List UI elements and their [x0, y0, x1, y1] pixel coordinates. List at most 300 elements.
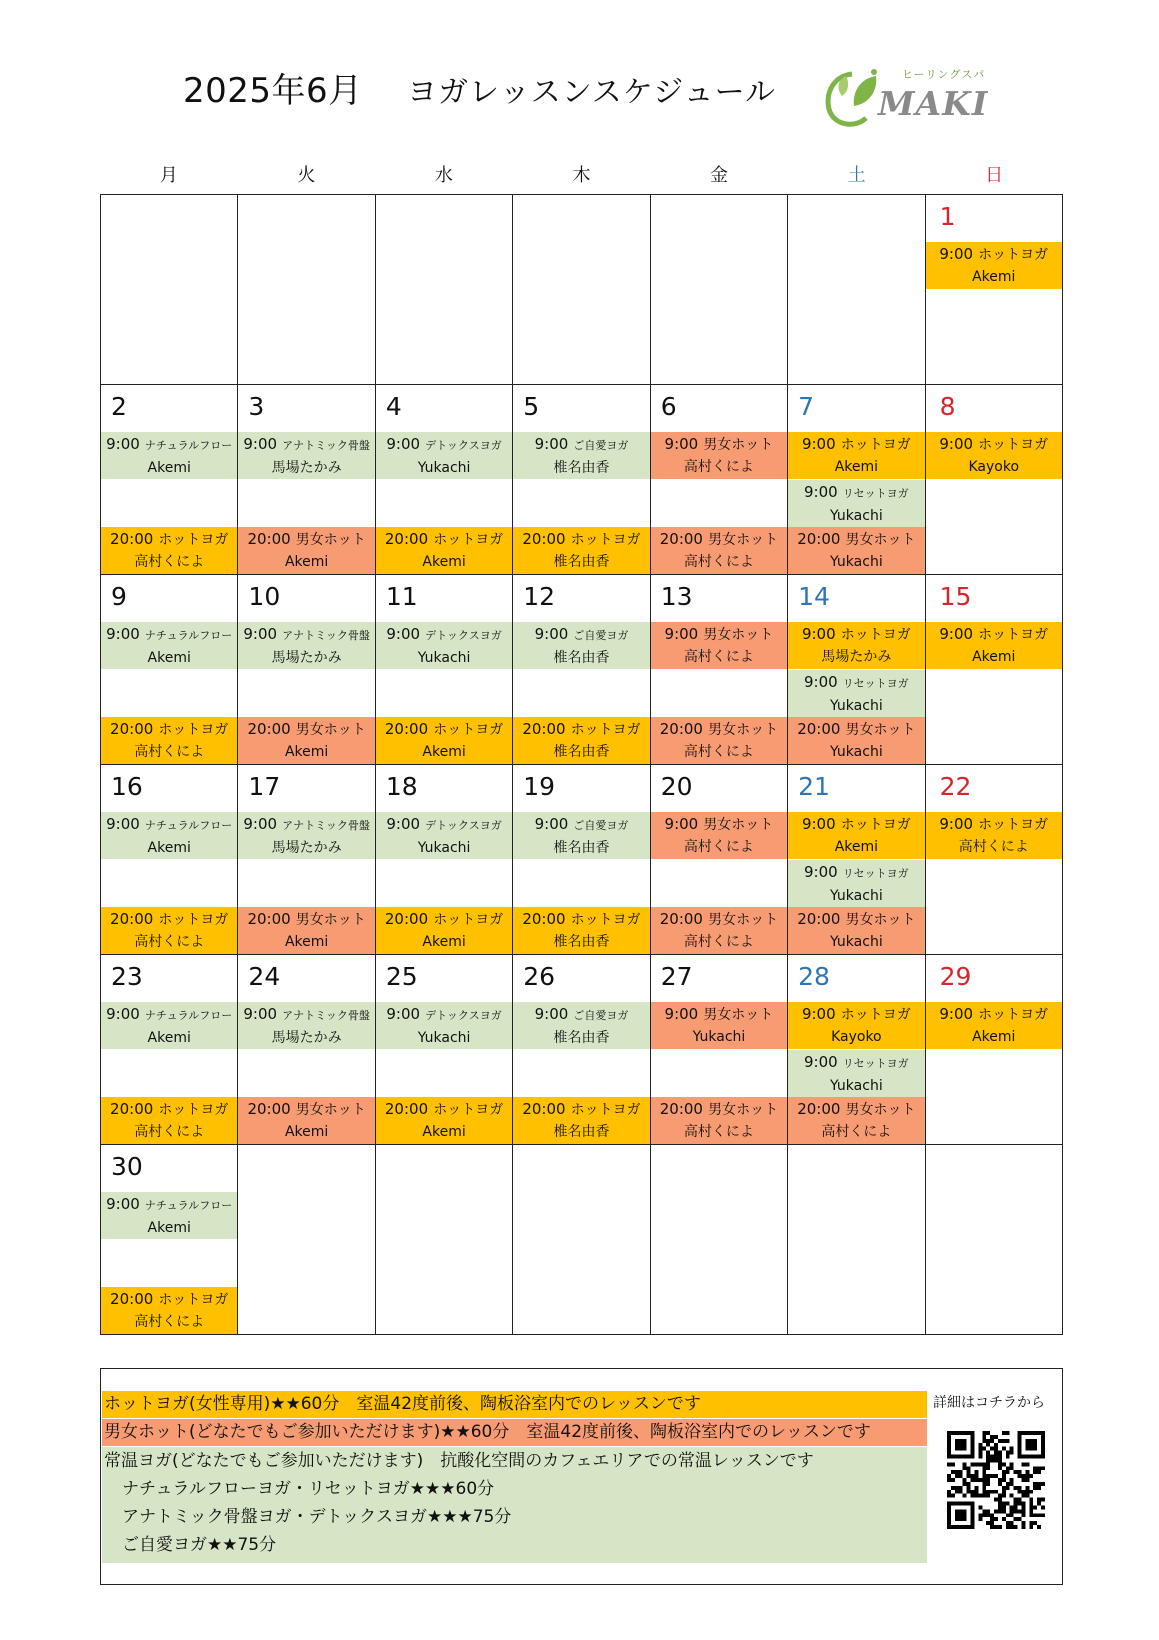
- empty-day-cell: [513, 1145, 650, 1335]
- lesson-header: [788, 1098, 924, 1121]
- lesson-header: [101, 528, 237, 551]
- weekday-sun: 日: [985, 165, 1004, 186]
- lesson-instructor: Akemi: [422, 744, 466, 760]
- lesson-time: 9:00: [243, 625, 278, 643]
- weekday-wed: 水: [434, 165, 453, 186]
- lesson-header: [101, 908, 237, 931]
- day-number: 3: [248, 392, 265, 421]
- lesson-entry: [376, 622, 512, 669]
- day-cell: [926, 195, 1063, 385]
- lesson-header: [101, 433, 237, 457]
- lesson-entry: [788, 907, 924, 954]
- lesson-instructor: Akemi: [284, 1124, 329, 1140]
- lesson-time: 9:00: [939, 625, 974, 643]
- lesson-time: 9:00: [243, 815, 278, 833]
- lesson-instructor: 高村くによ: [134, 1314, 205, 1330]
- lesson-instructor: Akemi: [284, 744, 329, 760]
- lesson-entry: [513, 717, 649, 764]
- lesson-name: ナチュラルフロー: [144, 1009, 233, 1022]
- lesson-name: 男女ホット: [295, 912, 366, 928]
- lesson-name: ホットヨガ: [840, 817, 911, 833]
- lesson-entry: [238, 907, 374, 954]
- lesson-time: 20:00: [247, 1100, 291, 1118]
- lesson-header: [238, 1098, 374, 1121]
- lesson-time: 20:00: [384, 530, 429, 548]
- day-number: 27: [660, 962, 693, 991]
- lesson-header: [376, 1098, 512, 1121]
- lesson-time: 9:00: [106, 1005, 140, 1023]
- empty-day-cell: [376, 1145, 513, 1335]
- lesson-name: 男女ホット: [845, 1102, 916, 1118]
- lesson-entry: [788, 812, 924, 859]
- lesson-name: ホットヨガ: [978, 437, 1049, 453]
- lesson-name: ホットヨガ: [978, 247, 1049, 263]
- lesson-entry: [376, 717, 512, 764]
- lesson-instructor: 高村くによ: [134, 554, 205, 570]
- day-number: 14: [798, 582, 830, 611]
- lesson-instructor: Akemi: [972, 1029, 1016, 1045]
- lesson-name: 男女ホット: [295, 532, 366, 548]
- lesson-header: [376, 908, 512, 931]
- lesson-instructor: 高村くによ: [683, 744, 754, 760]
- lesson-time: 9:00: [106, 625, 140, 643]
- lesson-header: [376, 528, 512, 551]
- lesson-header: [926, 1003, 1062, 1026]
- lesson-instructor: 椎名由香: [553, 650, 610, 666]
- lesson-instructor: 馬場たかみ: [271, 1030, 342, 1046]
- day-cell: [238, 955, 375, 1145]
- lesson-header: [788, 1003, 924, 1026]
- lesson-instructor: Yukachi: [829, 554, 883, 570]
- lesson-name: ホットヨガ: [840, 437, 911, 453]
- lesson-instructor: 高村くによ: [683, 459, 754, 475]
- lesson-time: 20:00: [659, 1100, 703, 1118]
- lesson-instructor: 高村くによ: [683, 839, 754, 855]
- lesson-instructor: Yukachi: [417, 840, 471, 856]
- lesson-entry: [238, 622, 374, 669]
- lesson-header: [376, 433, 512, 457]
- lesson-name: リセットヨガ: [842, 677, 909, 690]
- page-subtitle: ヨガレッスンスケジュール: [407, 75, 776, 110]
- lesson-name: ホットヨガ: [570, 1102, 641, 1118]
- lesson-name: 男女ホット: [708, 1102, 779, 1118]
- lesson-entry: [101, 432, 237, 479]
- lesson-instructor: Yukachi: [417, 1030, 471, 1046]
- day-number: 25: [385, 962, 418, 991]
- lesson-name: ご自愛ヨガ: [573, 1009, 629, 1022]
- empty-day-cell: [513, 195, 650, 385]
- day-cell: [651, 765, 788, 955]
- lesson-header: [651, 528, 787, 551]
- lesson-name: ご自愛ヨガ: [573, 439, 629, 452]
- lesson-entry: [651, 1002, 787, 1049]
- lesson-entry: [101, 1097, 237, 1144]
- page-title: 2025年6月: [183, 71, 363, 111]
- day-cell: [376, 575, 513, 765]
- lesson-header: [376, 718, 512, 741]
- lesson-name: 男女ホット: [295, 1102, 366, 1118]
- lesson-instructor: Yukachi: [692, 1029, 746, 1045]
- lesson-header: [238, 1003, 374, 1027]
- lesson-entry: [788, 480, 924, 527]
- empty-day-cell: [651, 195, 788, 385]
- day-cell: [101, 765, 238, 955]
- day-number: 28: [798, 962, 830, 991]
- lesson-name: ホットヨガ: [570, 912, 641, 928]
- lesson-entry: [101, 717, 237, 764]
- lesson-header: [513, 623, 649, 647]
- lesson-instructor: 高村くによ: [683, 554, 754, 570]
- qr-code-icon[interactable]: [947, 1431, 1045, 1529]
- lesson-time: 9:00: [534, 625, 569, 643]
- lesson-entry: [101, 1287, 237, 1334]
- lesson-time: 9:00: [664, 815, 699, 833]
- lesson-header: [101, 813, 237, 837]
- lesson-entry: [926, 242, 1062, 289]
- day-number: 17: [248, 772, 281, 801]
- day-cell: [238, 385, 375, 575]
- lesson-header: [238, 433, 374, 457]
- lesson-time: 9:00: [534, 1005, 569, 1023]
- lesson-entry: [513, 1097, 649, 1144]
- lesson-name: ホットヨガ: [158, 1292, 229, 1308]
- lesson-name: ホットヨガ: [570, 722, 641, 738]
- lesson-header: [651, 908, 787, 931]
- lesson-time: 9:00: [804, 1053, 838, 1071]
- lesson-entry: [238, 432, 374, 479]
- day-cell: [788, 385, 925, 575]
- lesson-name: デトックスヨガ: [425, 819, 502, 832]
- lesson-instructor: Akemi: [834, 459, 879, 475]
- lesson-instructor: Akemi: [972, 649, 1016, 665]
- lesson-time: 9:00: [939, 815, 974, 833]
- lesson-header: [101, 1193, 237, 1217]
- lesson-entry: [926, 812, 1062, 859]
- lesson-entry: [788, 1050, 924, 1097]
- lesson-entry: [101, 907, 237, 954]
- day-number: 18: [385, 772, 418, 801]
- lesson-time: 9:00: [106, 815, 140, 833]
- lesson-instructor: 高村くによ: [821, 1124, 892, 1140]
- lesson-time: 20:00: [247, 720, 291, 738]
- lesson-instructor: Akemi: [147, 840, 191, 856]
- lesson-time: 20:00: [797, 1100, 841, 1118]
- lesson-entry: [376, 907, 512, 954]
- day-cell: [926, 575, 1063, 765]
- legend-item: ご自愛ヨガ★★75分: [122, 1535, 277, 1555]
- lesson-header: [788, 671, 924, 695]
- day-cell: [376, 765, 513, 955]
- lesson-header: [651, 623, 787, 646]
- day-number: 23: [111, 962, 143, 991]
- lesson-entry: [238, 717, 374, 764]
- lesson-instructor: 馬場たかみ: [271, 650, 342, 666]
- lesson-header: [101, 623, 237, 647]
- lesson-name: 男女ホット: [703, 817, 774, 833]
- lesson-instructor: Yukachi: [829, 888, 883, 904]
- day-number: 15: [939, 582, 972, 611]
- lesson-header: [788, 623, 924, 646]
- lesson-entry: [101, 1002, 237, 1049]
- legend-mixed-hot: 男女ホット(どなたでもご参加いただけます)★★60分 室温42度前後、陶板浴室内でのレッスンです: [102, 1419, 927, 1446]
- lesson-name: 男女ホット: [708, 912, 779, 928]
- lesson-time: 20:00: [384, 720, 429, 738]
- day-cell: [926, 385, 1063, 575]
- empty-day-cell: [238, 1145, 375, 1335]
- lesson-time: 9:00: [664, 625, 699, 643]
- lesson-instructor: 高村くによ: [134, 744, 205, 760]
- lesson-instructor: 椎名由香: [553, 554, 610, 570]
- lesson-entry: [926, 622, 1062, 669]
- lesson-name: アナトミック骨盤: [282, 439, 370, 452]
- lesson-time: 9:00: [804, 673, 838, 691]
- lesson-header: [101, 1003, 237, 1027]
- lesson-instructor: 椎名由香: [553, 1030, 610, 1046]
- lesson-instructor: Akemi: [147, 650, 191, 666]
- lesson-name: ナチュラルフロー: [144, 629, 233, 642]
- weekday-mon: 月: [159, 165, 178, 186]
- lesson-time: 9:00: [534, 815, 569, 833]
- lesson-name: リセットヨガ: [842, 487, 909, 500]
- legend-item: アナトミック骨盤ヨガ・デトックスヨガ★★★75分: [122, 1507, 512, 1527]
- lesson-name: ナチュラルフロー: [144, 1199, 233, 1212]
- lesson-header: [513, 718, 649, 741]
- lesson-entry: [788, 717, 924, 764]
- lesson-time: 20:00: [110, 530, 154, 548]
- lesson-time: 20:00: [247, 910, 291, 928]
- lesson-header: [651, 718, 787, 741]
- lesson-instructor: Akemi: [834, 839, 879, 855]
- lesson-time: 20:00: [522, 910, 566, 928]
- day-number: 11: [385, 582, 418, 611]
- day-number: 1: [939, 202, 956, 231]
- lesson-instructor: 高村くによ: [134, 1124, 205, 1140]
- lesson-instructor: 馬場たかみ: [271, 840, 342, 856]
- lesson-instructor: 馬場たかみ: [821, 649, 892, 665]
- lesson-header: [101, 718, 237, 741]
- lesson-time: 20:00: [522, 720, 566, 738]
- day-number: 5: [523, 392, 540, 421]
- lesson-header: [926, 623, 1062, 646]
- legend-box: [100, 1368, 1063, 1585]
- day-cell: [513, 955, 650, 1145]
- lesson-instructor: Yukachi: [829, 508, 883, 524]
- lesson-entry: [101, 622, 237, 669]
- lesson-name: ホットヨガ: [158, 532, 229, 548]
- weekday-thu: 木: [572, 165, 591, 186]
- lesson-entry: [376, 1002, 512, 1049]
- lesson-time: 20:00: [797, 720, 841, 738]
- day-cell: [101, 385, 238, 575]
- lesson-entry: [376, 812, 512, 859]
- lesson-instructor: Yukachi: [829, 698, 883, 714]
- lesson-time: 20:00: [522, 530, 566, 548]
- lesson-entry: [788, 1097, 924, 1144]
- lesson-entry: [926, 432, 1062, 479]
- day-number: 2: [111, 392, 127, 421]
- legend-room-temp: [102, 1447, 927, 1563]
- day-number: 7: [798, 392, 815, 421]
- lesson-time: 9:00: [106, 435, 140, 453]
- lesson-header: [788, 481, 924, 505]
- lesson-time: 20:00: [797, 530, 841, 548]
- lesson-instructor: Akemi: [147, 460, 191, 476]
- lesson-time: 9:00: [801, 435, 836, 453]
- lesson-header: [788, 813, 924, 836]
- lesson-instructor: Akemi: [422, 934, 466, 950]
- lesson-name: ホットヨガ: [433, 1102, 504, 1118]
- weekday-fri: 金: [710, 165, 729, 186]
- lesson-time: 20:00: [247, 530, 291, 548]
- lesson-header: [238, 718, 374, 741]
- legend-hot: ホットヨガ(女性専用)★★60分 室温42度前後、陶板浴室内でのレッスンです: [102, 1391, 927, 1418]
- lesson-instructor: Yukachi: [829, 744, 883, 760]
- lesson-entry: [926, 1002, 1062, 1049]
- lesson-header: [926, 433, 1062, 456]
- weekday-tue: 火: [297, 165, 316, 186]
- day-number: 20: [660, 772, 693, 801]
- lesson-header: [926, 813, 1062, 836]
- lesson-instructor: Yukachi: [417, 460, 471, 476]
- lesson-name: ナチュラルフロー: [144, 439, 233, 452]
- logo-brand: MAKI: [878, 84, 989, 123]
- lesson-time: 9:00: [939, 245, 974, 263]
- day-cell: [651, 575, 788, 765]
- lesson-time: 20:00: [659, 720, 703, 738]
- leaf-logo-icon: [822, 66, 882, 132]
- lesson-entry: [651, 812, 787, 859]
- lesson-header: [788, 718, 924, 741]
- lesson-time: 9:00: [801, 815, 836, 833]
- lesson-instructor: 馬場たかみ: [271, 460, 342, 476]
- lesson-header: [376, 623, 512, 647]
- lesson-name: ホットヨガ: [433, 532, 504, 548]
- empty-day-cell: [926, 1145, 1063, 1335]
- lesson-entry: [513, 1002, 649, 1049]
- lesson-header: [376, 813, 512, 837]
- lesson-entry: [513, 907, 649, 954]
- day-cell: [651, 385, 788, 575]
- lesson-instructor: Akemi: [972, 269, 1016, 285]
- day-number: 21: [798, 772, 830, 801]
- logo: [822, 62, 1002, 138]
- lesson-name: ホットヨガ: [840, 627, 911, 643]
- lesson-entry: [788, 860, 924, 907]
- lesson-time: 9:00: [106, 1195, 140, 1213]
- lesson-entry: [788, 670, 924, 717]
- lesson-instructor: Akemi: [147, 1030, 191, 1046]
- day-cell: [238, 575, 375, 765]
- day-cell: [101, 575, 238, 765]
- lesson-name: 男女ホット: [845, 532, 916, 548]
- lesson-header: [513, 433, 649, 457]
- lesson-header: [101, 1098, 237, 1121]
- lesson-header: [513, 813, 649, 837]
- lesson-header: [788, 433, 924, 456]
- lesson-time: 9:00: [386, 815, 421, 833]
- qr-label: 詳細はコチラから: [933, 1395, 1045, 1411]
- lesson-instructor: Kayoko: [831, 1029, 882, 1045]
- lesson-name: デトックスヨガ: [425, 629, 502, 642]
- lesson-entry: [513, 432, 649, 479]
- day-cell: [513, 385, 650, 575]
- day-number: 22: [939, 772, 972, 801]
- lesson-instructor: Akemi: [284, 934, 329, 950]
- lesson-time: 9:00: [243, 435, 278, 453]
- day-cell: [926, 955, 1063, 1145]
- lesson-entry: [513, 527, 649, 574]
- lesson-header: [513, 1003, 649, 1027]
- lesson-name: 男女ホット: [703, 1007, 774, 1023]
- lesson-instructor: Kayoko: [968, 459, 1020, 475]
- lesson-name: ホットヨガ: [978, 627, 1049, 643]
- empty-day-cell: [651, 1145, 788, 1335]
- lesson-entry: [651, 527, 787, 574]
- lesson-entry: [788, 432, 924, 479]
- lesson-header: [101, 1288, 237, 1311]
- lesson-entry: [238, 1002, 374, 1049]
- lesson-instructor: 椎名由香: [553, 1124, 610, 1140]
- lesson-instructor: 高村くによ: [683, 934, 754, 950]
- lesson-instructor: Yukachi: [829, 1078, 883, 1094]
- legend-item: ナチュラルフローヨガ・リセットヨガ★★★60分: [122, 1479, 495, 1499]
- lesson-instructor: Akemi: [284, 554, 329, 570]
- lesson-header: [651, 1098, 787, 1121]
- lesson-time: 9:00: [243, 1005, 278, 1023]
- lesson-instructor: Yukachi: [417, 650, 471, 666]
- lesson-name: リセットヨガ: [842, 1057, 909, 1070]
- lesson-time: 9:00: [801, 625, 836, 643]
- lesson-name: ご自愛ヨガ: [573, 629, 629, 642]
- lesson-entry: [376, 527, 512, 574]
- day-number: 24: [248, 962, 281, 991]
- day-number: 30: [111, 1152, 143, 1181]
- day-cell: [376, 385, 513, 575]
- lesson-header: [788, 908, 924, 931]
- lesson-instructor: 高村くによ: [683, 1124, 754, 1140]
- weekday-sat: 土: [847, 165, 866, 186]
- day-number: 12: [523, 582, 556, 611]
- lesson-name: ホットヨガ: [570, 532, 641, 548]
- lesson-header: [513, 908, 649, 931]
- lesson-name: ホットヨガ: [978, 1007, 1049, 1023]
- lesson-name: ホットヨガ: [978, 817, 1049, 833]
- lesson-name: アナトミック骨盤: [282, 1009, 370, 1022]
- lesson-name: ホットヨガ: [158, 722, 229, 738]
- day-cell: [788, 765, 925, 955]
- lesson-instructor: 椎名由香: [553, 840, 610, 856]
- lesson-header: [651, 813, 787, 836]
- lesson-name: ナチュラルフロー: [144, 819, 233, 832]
- logo-kana: ヒーリングスパ: [902, 68, 986, 81]
- lesson-entry: [651, 907, 787, 954]
- day-cell: [101, 955, 238, 1145]
- lesson-time: 20:00: [110, 1100, 154, 1118]
- lesson-entry: [376, 1097, 512, 1144]
- lesson-entry: [238, 527, 374, 574]
- empty-day-cell: [376, 195, 513, 385]
- lesson-instructor: Akemi: [422, 554, 466, 570]
- lesson-header: [788, 861, 924, 885]
- lesson-time: 20:00: [522, 1100, 566, 1118]
- day-cell: [376, 955, 513, 1145]
- lesson-name: リセットヨガ: [842, 867, 909, 880]
- lesson-time: 9:00: [664, 1005, 699, 1023]
- lesson-name: アナトミック骨盤: [282, 819, 370, 832]
- day-number: 8: [939, 392, 956, 421]
- lesson-entry: [513, 622, 649, 669]
- lesson-header: [651, 433, 787, 456]
